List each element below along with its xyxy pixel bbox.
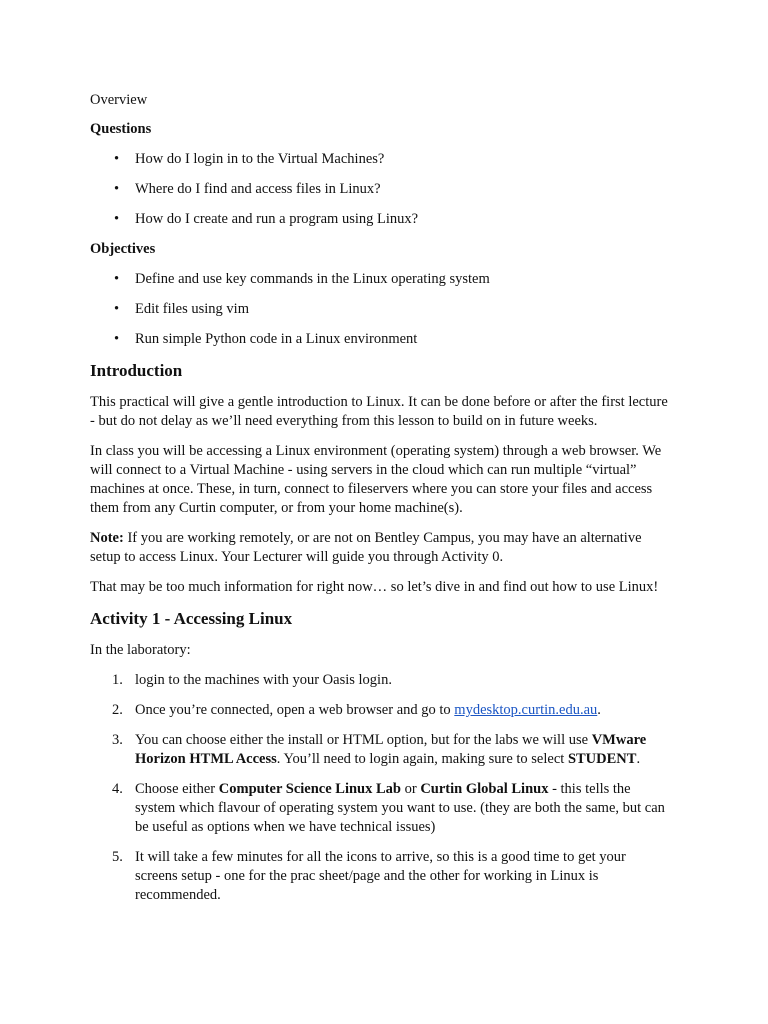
step-item <box>90 731 668 769</box>
step-item <box>90 671 668 690</box>
step-number: 5. <box>112 849 123 865</box>
step-number: 2. <box>112 702 123 718</box>
objective-item: • Edit files using vim <box>90 300 668 319</box>
intro-paragraph: In class you will be accessing a Linux environment (operating system) through a web browser. We will connect to a Virtual Machine - using servers in the cloud which can run multiple “virtual” machines at once. These, in turn, connect to fileservers where you can store your files and access them from any Curtin computer, or from your home machine(s). <box>90 443 662 516</box>
step-bold-text: STUDENT <box>567 751 637 767</box>
step-text: . <box>636 751 641 767</box>
objectives-heading: Objectives <box>90 241 156 257</box>
objective-item: • Run simple Python code in a Linux environment <box>90 330 668 349</box>
question-item: • How do I login in to the Virtual Machines? <box>90 150 668 169</box>
intro-paragraph: This practical will give a gentle introduction to Linux. It can be done before or after the first lecture - but do not delay as we’ll need everything from this lesson to build on in future weeks. <box>90 394 668 429</box>
step-bold-text: Computer Science Linux Lab <box>218 781 401 797</box>
question-item: • How do I create and run a program using Linux? <box>90 210 668 229</box>
step-item <box>90 848 668 905</box>
step-bold-text: VMware Horizon HTML Access <box>135 732 647 767</box>
step-bold-text: Curtin Global Linux <box>420 781 549 797</box>
overview-label: Overview <box>90 92 148 108</box>
objective-item: • Define and use key commands in the Linux operating system <box>90 270 668 289</box>
step-text: Choose either <box>135 781 219 797</box>
step-number: 4. <box>112 781 123 797</box>
mydesktop-link[interactable]: mydesktop.curtin.edu.au <box>454 702 598 718</box>
note-text: If you are working remotely, or are not on Bentley Campus, you may have an alternative setup to access Linux. Your Lecturer will guide you through Activity 0. <box>90 530 642 565</box>
step-text: . You’ll need to login again, making sure to select <box>276 751 568 767</box>
introduction-heading: Introduction <box>90 361 183 380</box>
activity1-steps <box>90 671 668 905</box>
activity1-heading: Activity 1 - Accessing Linux <box>90 609 293 628</box>
step-text: Once you’re connected, open a web browser and go to <box>135 702 455 718</box>
activity1-intro: In the laboratory: <box>90 642 191 658</box>
question-item: • Where do I find and access files in Linux? <box>90 180 668 199</box>
questions-list <box>90 150 668 229</box>
step-text: . <box>597 702 601 718</box>
step-text: login to the machines with your Oasis login. <box>135 672 392 688</box>
step-text: You can choose either the install or HTML option, but for the labs we will use <box>135 732 592 748</box>
step-text: - this tells the system which flavour of operating system you want to use. (they are both the same, but can be useful as options when we have technical issues) <box>135 781 665 835</box>
intro-paragraph: That may be too much information for right now… so let’s dive in and find out how to use Linux! <box>90 579 659 595</box>
note-paragraph <box>90 529 668 567</box>
questions-heading: Questions <box>90 121 152 137</box>
objectives-list <box>90 270 668 349</box>
step-number: 1. <box>112 672 123 688</box>
step-item <box>90 780 668 837</box>
step-text: or <box>400 781 421 797</box>
step-number: 3. <box>112 732 123 748</box>
step-text: It will take a few minutes for all the icons to arrive, so this is a good time to get your screens setup - one for the prac sheet/page and the other for working in Linux is recommended. <box>135 849 626 903</box>
note-label: Note: <box>90 530 124 546</box>
step-item <box>90 701 668 720</box>
